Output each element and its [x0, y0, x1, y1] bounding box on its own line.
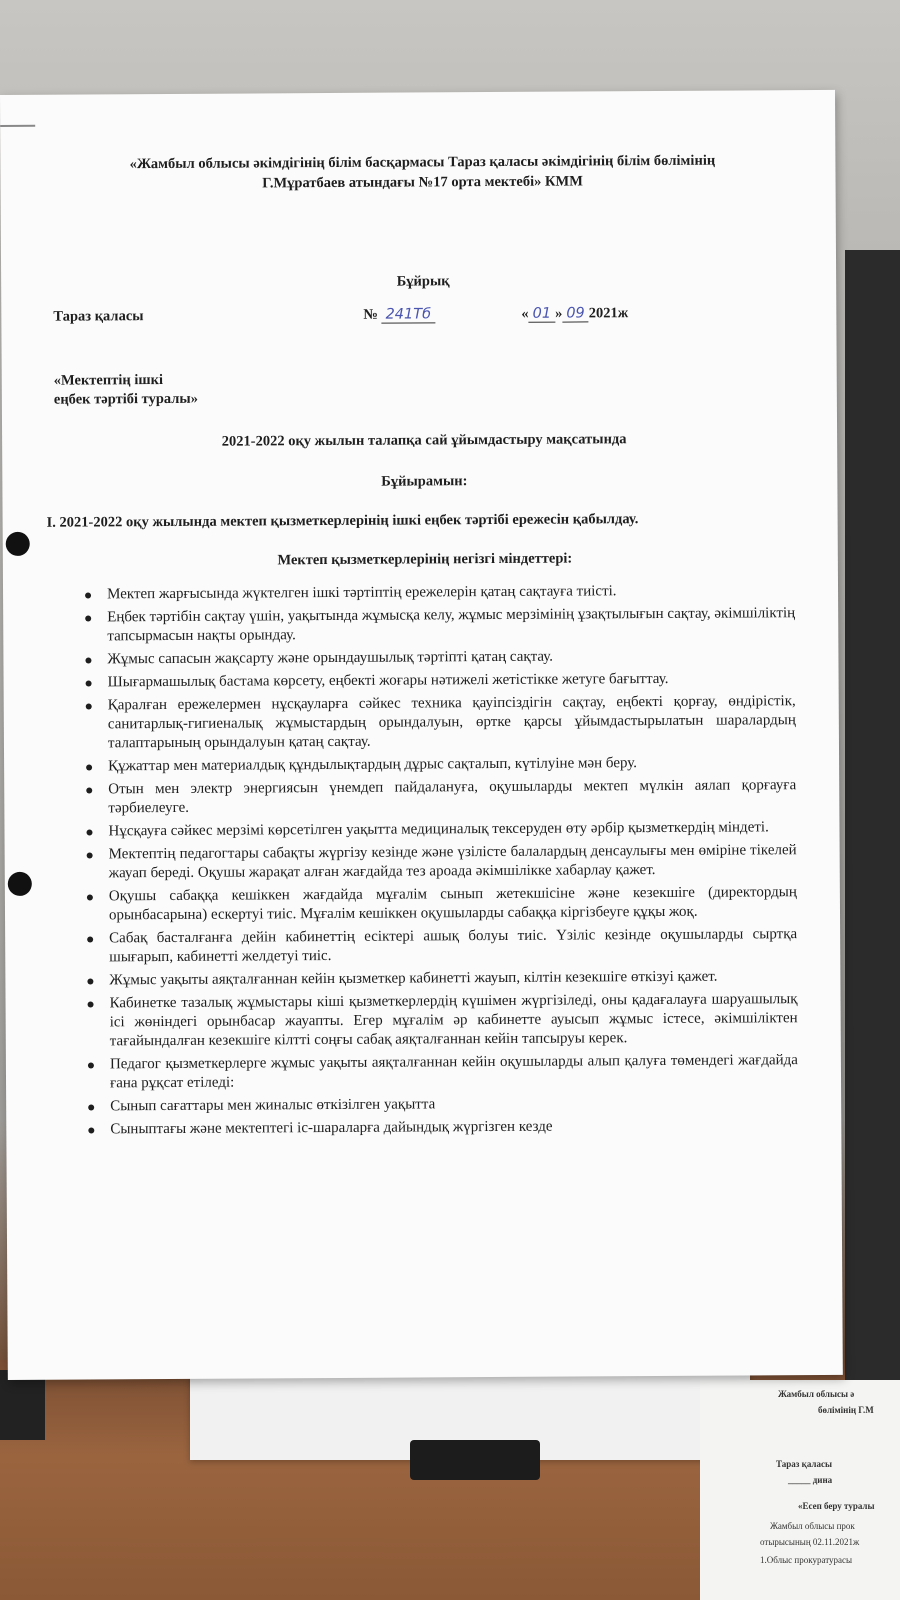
black-object-left: [0, 1370, 45, 1440]
list-item: Жұмыс уақыты аяқталғаннан кейін қызметкер кабинетті жауып, кілтін кезекшіге өткізуі қажет.: [109, 967, 797, 990]
order-directive: Бұйырамын:: [381, 473, 468, 490]
handwritten-month: 09: [562, 305, 589, 322]
order-meta-row: [53, 303, 793, 330]
list-item: Оқушы сабаққа кешіккен жағдайда мұғалім сынып жетекшісіне және кезекшіге (директордың орынбасарына) ескертуі тиіс. Мұғалім кешіккен оқушыларды сабаққа кіргізбеуге құқы жоқ.: [108, 884, 797, 924]
list-item: Шығармашылық бастама көрсету, еңбекті жоғары нәтижелі жетістікке жетуге бағыттау.: [108, 669, 796, 692]
order-purpose: 2021-2022 оқу жылын талапқа сай ұйымдастыру мақсатында: [221, 431, 627, 450]
handwritten-day: 01: [529, 306, 556, 323]
handwritten-number: 241Тб: [382, 306, 436, 323]
back-doc-line: бөлімінің Г.М: [818, 1405, 874, 1415]
order-point-1: І. 2021-2022 оқу жылында мектеп қызметкерлерінің ішкі еңбек тәртібі ережесін қабылдау.: [46, 511, 639, 531]
list-item: Сыныптағы және мектептегі іс-шараларға дайындық жүргізген кезде: [110, 1116, 798, 1139]
list-item: Отын мен электр энергиясын үнемдеп пайдалануға, оқушыларды мектеп мүлкін аялап қорғауға тәрбиелеуге.: [108, 777, 797, 817]
date-open-quote: «: [521, 305, 529, 322]
duties-title: Мектеп қызметкерлерінің негізгі міндеттері:: [277, 550, 573, 569]
order-document-page: [0, 90, 843, 1380]
list-item: Сынып сағаттары мен жиналыс өткізілген уақытта: [110, 1093, 798, 1116]
back-doc-line: 1.Облыс прокуратурасы: [760, 1555, 853, 1565]
duties-list: [55, 581, 798, 1140]
background-document: [700, 1380, 900, 1600]
list-item: Еңбек тәртібін сақтау үшін, уақытында жұмысқа келу, жұмыс мерзімінің ұзақтылығын сақтау, әкімшіліктің тапсырмасын нақты орындау.: [107, 605, 796, 645]
paper-edge-mark: [0, 125, 35, 127]
subject-line-1: «Мектептің ішкі: [53, 372, 164, 389]
black-binder-clip: [410, 1440, 540, 1480]
list-item: Мектеп жарғысында жүктелген ішкі тәртіптің ережелерін қатаң сақтауға тиісті.: [107, 581, 795, 604]
order-city: Тараз қаласы: [53, 308, 144, 325]
list-item: Сабақ басталғанға дейін кабинеттің есіктері ашық болуы тиіс. Үзіліс кезінде оқушыларды сыртқа шығарып, кабинетті желдетуі тиіс.: [109, 926, 798, 966]
list-item: Педагог қызметкерлерге жұмыс уақыты аяқталғаннан кейін оқушыларды алып қалуға төмендегі жағдайда ғана рұқсат етіледі:: [109, 1052, 798, 1092]
order-subject: [54, 367, 794, 410]
subject-line-2: еңбек тәртібі туралы»: [53, 390, 199, 408]
date-year: 2021ж: [588, 305, 629, 322]
document-content: [46, 150, 798, 1144]
list-item: Кабинетке тазалық жұмыстары кіші қызметкерлердің күшімен жүргізіледі, оны қадағалауға шаруашылық ісі жөніндегі орынбасар жауапты. Егер мұғалім әр кабинетте ауысып жұмыс істесе, әкімшіліктен тағайындалған кезекшіге кілтті соңғы сабақ аяқталғаннан кейін тапсыруы керек.: [109, 991, 798, 1050]
date-close-quote: »: [555, 305, 563, 322]
list-item: Мектептің педагогтары сабақты жүргізу кезінде және үзілісте балалардың денсаулығы мен өміріне тікелей жауап береді. Оқушы жарақат алған жағдайда тез ароада әкімшілікке хабарлау қажет.: [108, 842, 797, 882]
order-number: [363, 305, 435, 324]
org-line-1: «Жамбыл облысы әкімдігінің білім басқармасы Тараз қаласы әкімдігінің білім бөлімінің: [129, 152, 716, 173]
organization-header: [52, 150, 792, 195]
org-line-2: Г.Мұратбаев атындағы №17 орта мектебі» КММ: [262, 173, 583, 192]
back-doc-line: Жамбыл облысы прок: [770, 1521, 855, 1531]
list-item: Құжаттар мен материалдық құндылықтардың дұрыс сақталып, күтілуіне мән беру.: [108, 753, 796, 776]
back-doc-line: «Есеп беру туралы: [798, 1501, 875, 1511]
document-title: Бұйрық: [396, 273, 450, 290]
number-prefix: №: [363, 306, 378, 323]
back-doc-line: Жамбыл облысы ә: [778, 1389, 855, 1399]
list-item: Қаралған ережелермен нұсқауларға сәйкес техника қауіпсіздігін сақтау, еңбекті қорғау, өндірістік, санитарлық-гигиеналық жұмыстардың орындалуын, өртке қарсы ұйымдастырылатын шаралардың талаптарының орындалуын қатаң сақтау.: [107, 693, 796, 752]
punch-hole: [6, 532, 30, 556]
list-item: Нұсқауға сәйкес мерзімі көрсетілген уақытта медициналық тексеруден өту әрбір қызметкердің міндеті.: [108, 818, 796, 841]
punch-hole: [8, 872, 32, 896]
order-date: [521, 304, 628, 324]
dark-background-object: [845, 250, 900, 1400]
list-item: Жұмыс сапасын жақсарту және орындаушылық тәртіпті қатаң сақтау.: [107, 646, 795, 669]
back-doc-line: отырысының 02.11.2021ж: [760, 1537, 860, 1547]
back-doc-line: _____ дина: [788, 1475, 833, 1485]
back-doc-line: Тараз қаласы: [776, 1459, 832, 1469]
